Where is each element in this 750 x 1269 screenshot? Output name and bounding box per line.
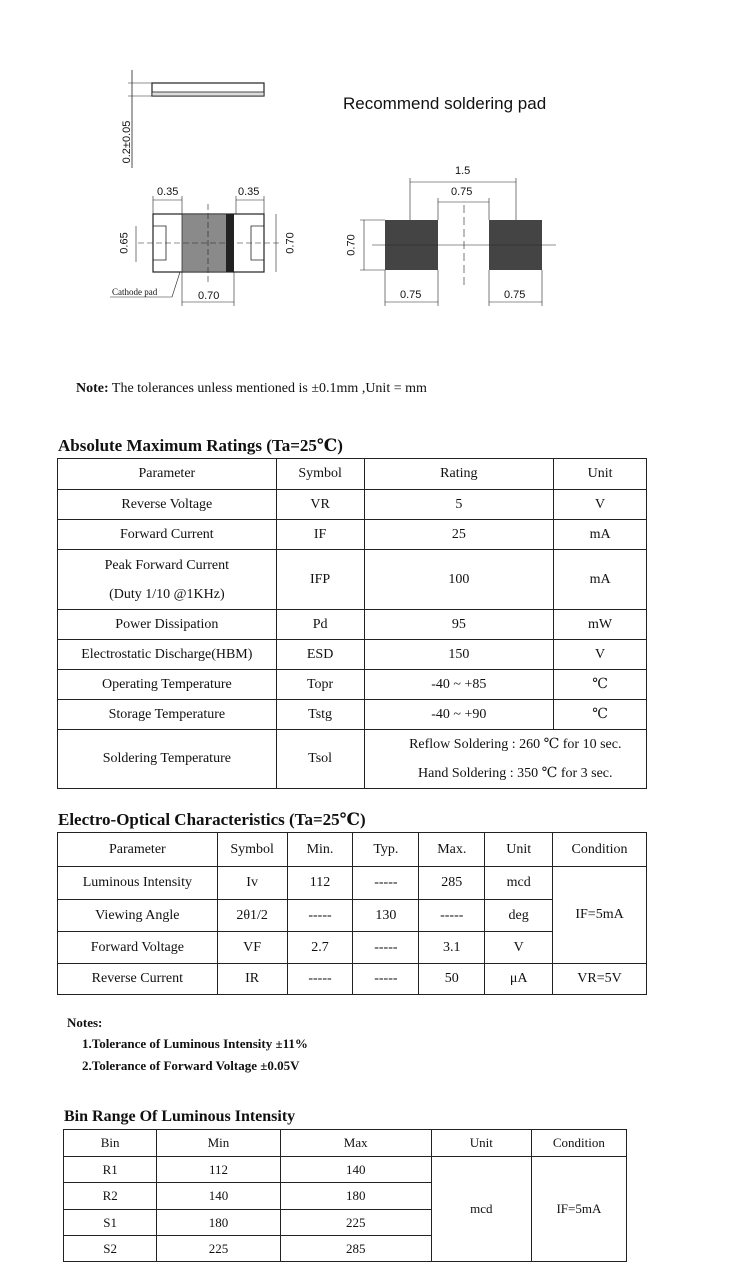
symbol-cell: Iv — [217, 867, 287, 900]
rating-cell: 25 — [364, 520, 554, 550]
eo-title: Electro-Optical Characteristics (Ta=25℃) — [58, 810, 366, 829]
max-cell: 225 — [280, 1210, 431, 1236]
header-cell: Min. — [287, 833, 353, 867]
table-row — [58, 490, 647, 520]
package-dimension-drawing — [0, 0, 750, 320]
unit-cell: V — [485, 932, 553, 964]
max-cell: 285 — [419, 867, 485, 900]
condition-cell: IF=5mA — [531, 1157, 626, 1262]
cathode-pad-label: Cathode pad — [112, 287, 158, 297]
header-cell: Bin — [64, 1130, 157, 1157]
bin-cell: S1 — [64, 1210, 157, 1236]
param-cell — [58, 550, 277, 610]
min-cell: 112 — [157, 1157, 280, 1183]
param-cell: Storage Temperature — [58, 700, 277, 730]
header-cell: Max — [280, 1130, 431, 1157]
param-cell: Operating Temperature — [58, 670, 277, 700]
min-cell: 180 — [157, 1210, 280, 1236]
param-cell: Forward Current — [58, 520, 277, 550]
rating-line-1: Reflow Soldering : 260 ℃ for 10 sec. — [409, 737, 622, 752]
table-row — [58, 700, 647, 730]
symbol-cell: 2θ1/2 — [217, 900, 287, 932]
param-cell: Electrostatic Discharge(HBM) — [58, 640, 277, 670]
min-cell: 225 — [157, 1236, 280, 1262]
min-cell: 140 — [157, 1183, 280, 1210]
param-cell: Soldering Temperature — [58, 730, 277, 789]
header-cell: Condition — [553, 833, 647, 867]
unit-cell: V — [554, 640, 647, 670]
abs-max-table — [57, 458, 647, 789]
symbol-cell: Topr — [276, 670, 364, 700]
unit-cell: V — [554, 490, 647, 520]
symbol-cell: VF — [217, 932, 287, 964]
rating-cell: 5 — [364, 490, 554, 520]
symbol-cell: ESD — [276, 640, 364, 670]
unit-cell: mW — [554, 610, 647, 640]
dim-total: 1.5 — [455, 165, 471, 177]
unit-cell: mcd — [431, 1157, 531, 1262]
table-header-row — [64, 1130, 627, 1157]
header-cell: Symbol — [217, 833, 287, 867]
dim-height-right: 0.70 — [284, 232, 297, 254]
dim-width: 0.70 — [198, 290, 220, 302]
max-cell: 180 — [280, 1183, 431, 1210]
header-cell: Min — [157, 1130, 280, 1157]
max-cell: 285 — [280, 1236, 431, 1262]
unit-cell: ℃ — [554, 670, 647, 700]
header-cell: Parameter — [58, 833, 218, 867]
param-cell: Reverse Current — [58, 964, 218, 995]
min-cell: ----- — [287, 900, 353, 932]
param-cell: Luminous Intensity — [58, 867, 218, 900]
soldering-pad-title: Recommend soldering pad — [343, 94, 547, 113]
header-cell: Max. — [419, 833, 485, 867]
typ-cell: ----- — [353, 932, 419, 964]
unit-cell: mA — [554, 520, 647, 550]
table-row — [64, 1157, 627, 1183]
param-cell: Reverse Voltage — [58, 490, 277, 520]
param-line-2: (Duty 1/10 @1KHz) — [109, 586, 225, 602]
unit-cell: ℃ — [554, 700, 647, 730]
rating-line-2: Hand Soldering : 350 ℃ for 3 sec. — [418, 766, 613, 781]
table-row — [58, 867, 647, 900]
symbol-cell: IFP — [276, 550, 364, 610]
typ-cell: 130 — [353, 900, 419, 932]
bin-table — [63, 1129, 627, 1262]
header-cell: Typ. — [353, 833, 419, 867]
header-cell: Unit — [485, 833, 553, 867]
unit-cell: deg — [485, 900, 553, 932]
rating-cell: -40 ~ +85 — [364, 670, 554, 700]
side-view-base — [152, 92, 264, 96]
note-1: 1.Tolerance of Luminous Intensity ±11% — [82, 1036, 308, 1051]
abs-max-title: Absolute Maximum Ratings (Ta=25℃) — [58, 436, 343, 455]
rating-cell: -40 ~ +90 — [364, 700, 554, 730]
rating-cell — [364, 730, 646, 789]
table-row — [58, 670, 647, 700]
rating-cell: 150 — [364, 640, 554, 670]
bin-cell: R2 — [64, 1183, 157, 1210]
dim-pad-left: 0.35 — [157, 186, 179, 198]
param-cell: Power Dissipation — [58, 610, 277, 640]
table-row — [58, 730, 647, 789]
symbol-cell: VR — [276, 490, 364, 520]
header-cell: Rating — [364, 459, 554, 490]
header-cell: Parameter — [58, 459, 277, 490]
table-row — [58, 550, 647, 610]
typ-cell: ----- — [353, 964, 419, 995]
min-cell: 2.7 — [287, 932, 353, 964]
note-text: The tolerances unless mentioned is ±0.1mm ,Unit = mm — [111, 381, 427, 396]
table-row — [58, 640, 647, 670]
header-cell: Unit — [554, 459, 647, 490]
unit-cell: μA — [485, 964, 553, 995]
symbol-cell: Tstg — [276, 700, 364, 730]
param-line-1: Peak Forward Current — [104, 557, 230, 573]
notes-title: Notes: — [67, 1015, 103, 1030]
min-cell: 112 — [287, 867, 353, 900]
note-2: 2.Tolerance of Forward Voltage ±0.05V — [82, 1058, 300, 1073]
unit-cell: mA — [554, 550, 647, 610]
unit-cell: mcd — [485, 867, 553, 900]
condition-cell: VR=5V — [553, 964, 647, 995]
max-cell: ----- — [419, 900, 485, 932]
symbol-cell: IR — [217, 964, 287, 995]
tolerance-note — [76, 381, 427, 397]
table-header-row — [58, 459, 647, 490]
max-cell: 50 — [419, 964, 485, 995]
dim-thickness: 0.2±0.05 — [121, 120, 133, 164]
max-cell: 3.1 — [419, 932, 485, 964]
symbol-cell: Tsol — [276, 730, 364, 789]
header-cell: Condition — [531, 1130, 626, 1157]
param-cell: Viewing Angle — [58, 900, 218, 932]
header-cell: Symbol — [276, 459, 364, 490]
dim-pad-right: 0.35 — [238, 186, 260, 198]
table-row — [58, 964, 647, 995]
table-row — [58, 520, 647, 550]
rating-cell: 95 — [364, 610, 554, 640]
eo-table — [57, 832, 647, 995]
symbol-cell: IF — [276, 520, 364, 550]
dim-gap: 0.75 — [451, 186, 473, 198]
param-cell: Forward Voltage — [58, 932, 218, 964]
header-cell: Unit — [431, 1130, 531, 1157]
dim-pad-width-right: 0.75 — [504, 289, 526, 301]
symbol-cell: Pd — [276, 610, 364, 640]
typ-cell: ----- — [353, 867, 419, 900]
bin-title: Bin Range Of Luminous Intensity — [64, 1108, 296, 1125]
dim-height-left: 0.65 — [118, 232, 131, 254]
dim-pad-height: 0.70 — [345, 234, 358, 256]
min-cell: ----- — [287, 964, 353, 995]
note-label: Note: — [76, 381, 109, 396]
bin-cell: R1 — [64, 1157, 157, 1183]
table-header-row — [58, 833, 647, 867]
condition-cell: IF=5mA — [553, 867, 647, 964]
bin-cell: S2 — [64, 1236, 157, 1262]
dim-pad-width-left: 0.75 — [400, 289, 422, 301]
rating-cell: 100 — [364, 550, 554, 610]
table-row — [58, 610, 647, 640]
max-cell: 140 — [280, 1157, 431, 1183]
